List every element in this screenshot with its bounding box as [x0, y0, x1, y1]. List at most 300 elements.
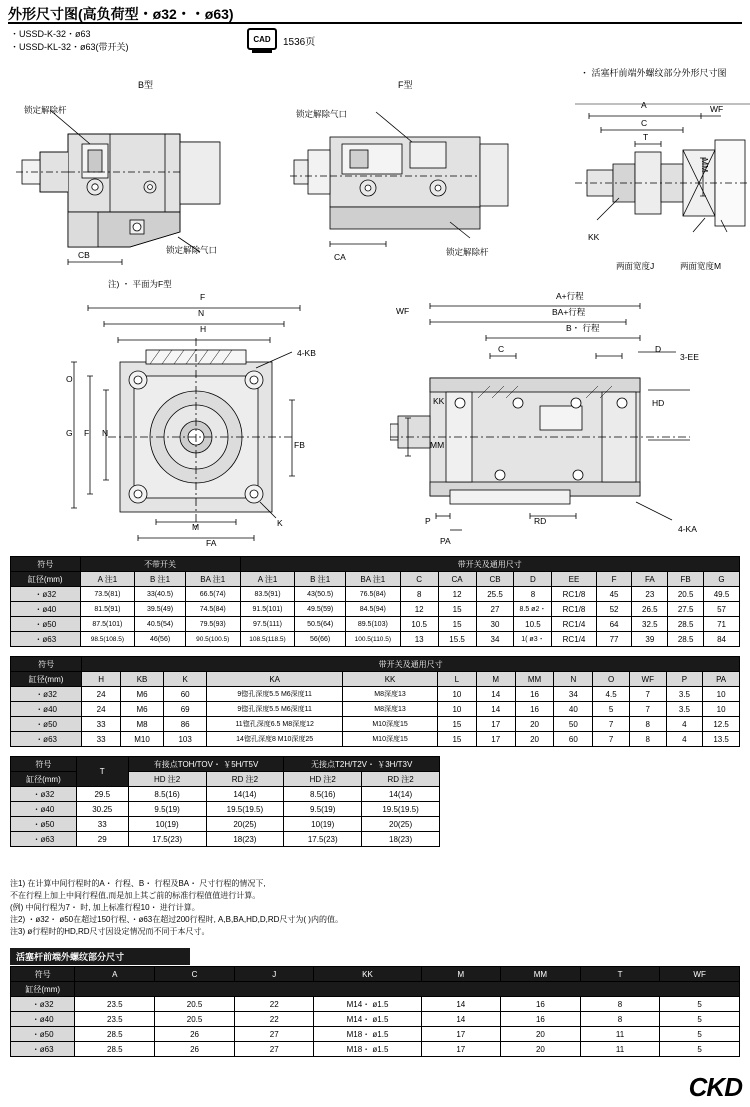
cell: M14・ ø1.5	[314, 1012, 421, 1027]
cell: 12	[438, 587, 476, 602]
cell: 86	[164, 717, 207, 732]
th-col-12: PA	[703, 672, 740, 687]
cell: 17	[421, 1042, 501, 1057]
table-row	[11, 587, 740, 602]
cell: 14锪孔深度8 M10深度25	[207, 732, 343, 747]
cell: 26	[155, 1042, 235, 1057]
b-type-label: B型	[138, 80, 154, 90]
cell: M14・ ø1.5	[314, 997, 421, 1012]
side-dim-wf: WF	[396, 306, 410, 316]
cell: 60	[164, 687, 207, 702]
cell: 15	[438, 732, 477, 747]
cell: 26	[155, 1027, 235, 1042]
row-bore: ・ø40	[11, 1012, 75, 1027]
cell: M10深度15	[343, 732, 438, 747]
b-label-lock-release-port: 锁定解除气口	[166, 245, 218, 255]
th-spacer	[75, 982, 740, 997]
side-label-p: P	[425, 516, 431, 526]
page-title: 外形尺寸图(高负荷型・ø32・・ø63)	[8, 6, 234, 22]
cell: 14(14)	[206, 787, 284, 802]
th-col-7: MM	[515, 672, 554, 687]
side-label-kk: KK	[433, 396, 445, 406]
cell: 15	[438, 602, 476, 617]
cell: 12	[400, 602, 438, 617]
table-row	[11, 732, 740, 747]
th-bore: 缸径(mm)	[11, 572, 81, 587]
cell: 10.5	[514, 617, 552, 632]
cell: 10	[438, 702, 477, 717]
cell: 13.5	[703, 732, 740, 747]
cell: 39	[632, 632, 668, 647]
cell: 79.5(93)	[185, 617, 240, 632]
cell: 17.5(23)	[284, 832, 362, 847]
cell: 8	[629, 717, 666, 732]
front-label-4kb: 4-KB	[297, 348, 316, 358]
cell: 15	[438, 617, 476, 632]
th-col-0: H	[82, 672, 121, 687]
side-dim-b-stroke: B・ 行程	[566, 323, 600, 333]
cell: 77	[596, 632, 632, 647]
cell: 40	[554, 702, 593, 717]
cell: 66.5(74)	[185, 587, 240, 602]
row-bore: ・ø32	[11, 587, 81, 602]
cell: 22	[234, 1012, 314, 1027]
cell: 8.5(16)	[128, 787, 206, 802]
th-contact: 有接点TOH/TOV・ ￥5H/T5V	[128, 757, 284, 772]
cell: 5	[593, 702, 630, 717]
cell: 8	[580, 1012, 660, 1027]
cell: 23.5	[75, 997, 155, 1012]
cell: 18(23)	[362, 832, 440, 847]
th-col-8: CB	[476, 572, 514, 587]
front-label-k: K	[277, 518, 283, 528]
cell: 60	[554, 732, 593, 747]
cell: 12.5	[703, 717, 740, 732]
footnote-4: 注3) ø行程时的HD,RD尺寸因设定情况而不同于本尺寸。	[10, 927, 210, 936]
cell: 91.5(101)	[240, 602, 295, 617]
f-label-lock-release-lever: 锁定解除杆	[446, 247, 489, 257]
footnotes	[10, 878, 610, 938]
cell: 16	[501, 997, 581, 1012]
cell: 17	[476, 717, 515, 732]
cell: M6	[120, 702, 163, 717]
th-col-0: A	[75, 967, 155, 982]
cell: 16	[515, 687, 554, 702]
front-dim-h: H	[200, 324, 207, 334]
cell: 25.5	[476, 587, 514, 602]
th-col-5: MM	[501, 967, 581, 982]
cell: M8	[120, 717, 163, 732]
cell: 20.5	[155, 1012, 235, 1027]
cell: 89.5(103)	[345, 617, 400, 632]
cell: 7	[629, 702, 666, 717]
side-view-drawing	[390, 290, 730, 550]
cad-page-label: 1536页	[283, 37, 316, 48]
cell: 46(56)	[135, 632, 186, 647]
cell: RC1/8	[552, 587, 596, 602]
th-col-10: WF	[629, 672, 666, 687]
row-bore: ・ø63	[11, 1042, 75, 1057]
row-bore: ・ø63	[11, 832, 77, 847]
cell: 24	[82, 687, 121, 702]
cell: 10.5	[400, 617, 438, 632]
th-symbol: 符号	[11, 657, 82, 672]
cell: 10(19)	[128, 817, 206, 832]
row-bore: ・ø63	[11, 632, 81, 647]
table-row	[11, 572, 740, 587]
th-col-10: EE	[552, 572, 596, 587]
cell: 29.5	[76, 787, 128, 802]
cell: 27	[234, 1027, 314, 1042]
cell: 27	[234, 1042, 314, 1057]
cell: 81.5(91)	[80, 602, 135, 617]
cell: 103	[164, 732, 207, 747]
cell: 30.25	[76, 802, 128, 817]
th-sub-1: RD 注2	[206, 772, 284, 787]
thread-dim-a: A	[641, 100, 647, 110]
table-row	[11, 787, 440, 802]
cell: 84	[704, 632, 740, 647]
cell: 17.5(23)	[128, 832, 206, 847]
cell: 7	[593, 732, 630, 747]
plan-view-note: 注) ・ 平面为F型	[108, 279, 172, 289]
cell: 50.5(64)	[295, 617, 346, 632]
th-col-2: K	[164, 672, 207, 687]
cell: 10	[703, 687, 740, 702]
cell: 5	[660, 1012, 740, 1027]
cell: M10	[120, 732, 163, 747]
front-dim-fb: FB	[294, 440, 305, 450]
th-bore: 缸径(mm)	[11, 772, 77, 787]
table-switch-hd-rd	[10, 756, 440, 847]
front-dim-fa: FA	[206, 538, 217, 548]
row-bore: ・ø40	[11, 802, 77, 817]
front-dim-g: G	[66, 428, 73, 438]
row-bore: ・ø50	[11, 617, 81, 632]
cell: 9.5(19)	[284, 802, 362, 817]
cell: 108.5(118.5)	[240, 632, 295, 647]
cell: 8	[580, 997, 660, 1012]
table-row	[11, 657, 740, 672]
table-row	[11, 1027, 740, 1042]
cell: 28.5	[668, 632, 704, 647]
cell: 17	[476, 732, 515, 747]
th-col-9: O	[593, 672, 630, 687]
cell: 14	[421, 1012, 501, 1027]
cell: 11	[580, 1027, 660, 1042]
th-with-switch: 带开关及通用尺寸	[240, 557, 739, 572]
th-sub-0: HD 注2	[128, 772, 206, 787]
th-col-1: KB	[120, 672, 163, 687]
cell: 4.5	[593, 687, 630, 702]
thread-dim-c: C	[641, 118, 648, 128]
table-row	[11, 687, 740, 702]
table-row	[11, 717, 740, 732]
f-label-lock-release-port: 锁定解除气口	[296, 109, 348, 119]
cell: 27.5	[668, 602, 704, 617]
row-bore: ・ø50	[11, 717, 82, 732]
table-row	[11, 832, 440, 847]
cell: 10	[438, 687, 477, 702]
cell: 9.5(19)	[128, 802, 206, 817]
cell: 49.5	[704, 587, 740, 602]
front-dim-f: F	[200, 292, 206, 302]
table-row	[11, 1042, 740, 1057]
cell: 100.5(110.5)	[345, 632, 400, 647]
cell: RC1/4	[552, 632, 596, 647]
th-col-2: BA 注1	[185, 572, 240, 587]
th-col-11: P	[666, 672, 703, 687]
cell: 13	[400, 632, 438, 647]
cell: M18・ ø1.5	[314, 1027, 421, 1042]
table-row	[11, 1012, 740, 1027]
cell: 40.5(54)	[135, 617, 186, 632]
th-noncontact: 无接点T2H/T2V・ ￥3H/T3V	[284, 757, 440, 772]
th-col-5: L	[438, 672, 477, 687]
cell: 20	[501, 1027, 581, 1042]
cell: 4	[666, 732, 703, 747]
model-list	[10, 28, 129, 54]
cell: 90.5(100.5)	[185, 632, 240, 647]
cell: 7	[593, 717, 630, 732]
side-label-rd: RD	[534, 516, 547, 526]
cell: 56(66)	[295, 632, 346, 647]
th-symbol: 符号	[11, 967, 75, 982]
b-label-cb: CB	[78, 250, 90, 260]
cell: 20(25)	[362, 817, 440, 832]
cell: 16	[515, 702, 554, 717]
th-col-7: WF	[660, 967, 740, 982]
front-dim-m: M	[192, 522, 200, 532]
cell: 11	[580, 1042, 660, 1057]
footnote-2: (例) 中间行程为7・ 时, 加上标准行程10・ 进行计算。	[10, 903, 200, 912]
footnote-0: 注1) 在计算中间行程时的A・ 行程、B・ 行程及BA・ 尺寸行程的情况下,	[10, 879, 266, 888]
cell: 69	[164, 702, 207, 717]
footnote-3: 注2) ・ø32・ ø50在超过150行程、・ø63在超过200行程时, A,B,BA,HD,D,RD尺寸为( )内的值。	[10, 915, 343, 924]
table-row	[11, 702, 740, 717]
cell: 14(14)	[362, 787, 440, 802]
cell: 84.5(94)	[345, 602, 400, 617]
cell: M10深度15	[343, 717, 438, 732]
row-bore: ・ø40	[11, 602, 81, 617]
row-bore: ・ø50	[11, 817, 77, 832]
th-col-5: BA 注1	[345, 572, 400, 587]
cell: 76.5(84)	[345, 587, 400, 602]
cell: 8.5(16)	[284, 787, 362, 802]
cell: 18(23)	[206, 832, 284, 847]
th-col-1: C	[155, 967, 235, 982]
cell: 73.5(81)	[80, 587, 135, 602]
table-row	[11, 772, 440, 787]
th-symbol: 符号	[11, 557, 81, 572]
ckd-logo: CKD	[688, 1072, 742, 1102]
cell: 20.5	[668, 587, 704, 602]
thread-dim-wf: WF	[710, 104, 724, 114]
th-col-6: C	[400, 572, 438, 587]
th-col-4: KK	[343, 672, 438, 687]
side-dim-a-stroke: A+行程	[556, 291, 584, 301]
row-bore: ・ø50	[11, 1027, 75, 1042]
side-label-mm: MM	[430, 440, 445, 450]
cell: 14	[476, 702, 515, 717]
front-view-drawing	[60, 290, 360, 550]
th-title: 带开关及通用尺寸	[82, 657, 740, 672]
th-no-switch: 不带开关	[80, 557, 240, 572]
cell: 39.5(49)	[135, 602, 186, 617]
cell: 17	[421, 1027, 501, 1042]
f-label-ca: CA	[334, 252, 346, 262]
side-dim-d: D	[655, 344, 662, 354]
table-row	[11, 757, 440, 772]
page-title-bar	[8, 4, 742, 24]
th-bore: 缸径(mm)	[11, 982, 75, 997]
thread-dim-mm: MM	[700, 158, 710, 173]
th-col-3: A 注1	[240, 572, 295, 587]
table-row	[11, 802, 440, 817]
cell: 26.5	[632, 602, 668, 617]
side-dim-ba-stroke: BA+行程	[552, 307, 586, 317]
thread-detail-drawing	[575, 92, 750, 272]
cell: 14	[421, 997, 501, 1012]
side-label-3ee: 3-EE	[680, 352, 699, 362]
cell: 87.5(101)	[80, 617, 135, 632]
side-label-pa: PA	[440, 536, 451, 546]
thread-label-width-j: 两面宽度J	[616, 261, 655, 271]
cell: 15	[438, 717, 477, 732]
cell: 9锪孔深度5.5 M6深度11	[207, 702, 343, 717]
front-dim-f2: F	[84, 428, 90, 438]
table-row	[11, 672, 740, 687]
table-dimensions-switch	[10, 656, 740, 747]
cell: 20(25)	[206, 817, 284, 832]
model-item-0: ・USSD-K-32・ø63	[10, 29, 91, 39]
th-col-3: KA	[207, 672, 343, 687]
thread-dim-t: T	[643, 132, 649, 142]
cell: 33	[76, 817, 128, 832]
cell: 52	[596, 602, 632, 617]
cell: 8	[629, 732, 666, 747]
cad-icon: CAD	[247, 28, 277, 50]
th-t: T	[76, 757, 128, 787]
table-row	[11, 632, 740, 647]
th-col-6: M	[476, 672, 515, 687]
side-dim-c: C	[498, 344, 505, 354]
th-col-4: B 注1	[295, 572, 346, 587]
cell: 19.5(19.5)	[206, 802, 284, 817]
cell: 29	[76, 832, 128, 847]
th-col-6: T	[580, 967, 660, 982]
th-col-13: FB	[668, 572, 704, 587]
front-dim-o: O	[66, 374, 73, 384]
cell: 34	[476, 632, 514, 647]
cell: RC1/8	[552, 602, 596, 617]
row-bore: ・ø32	[11, 687, 82, 702]
th-col-9: D	[514, 572, 552, 587]
cell: M8深度13	[343, 687, 438, 702]
thread-table-title: 活塞杆前端外螺纹部分尺寸	[10, 948, 190, 965]
cell: 20	[515, 732, 554, 747]
cad-icon-base	[252, 50, 272, 53]
model-item-1: ・USSD-KL-32・ø63(带开关)	[10, 42, 129, 52]
cell: 16	[501, 1012, 581, 1027]
table-row	[11, 997, 740, 1012]
cell: 45	[596, 587, 632, 602]
cell: 34	[554, 687, 593, 702]
row-bore: ・ø32	[11, 997, 75, 1012]
cell: M6	[120, 687, 163, 702]
table-row	[11, 817, 440, 832]
table-row	[11, 617, 740, 632]
cell: 71	[704, 617, 740, 632]
side-label-hd: HD	[652, 398, 665, 408]
cell: 98.5(108.5)	[80, 632, 135, 647]
cell: 49.5(59)	[295, 602, 346, 617]
cell: 5	[660, 1042, 740, 1057]
cell: 5	[660, 1027, 740, 1042]
cell: 33(40.5)	[135, 587, 186, 602]
cell: 8	[514, 587, 552, 602]
front-dim-n: N	[198, 308, 205, 318]
cell: 8.5 ø2・	[514, 602, 552, 617]
cell: M8深度13	[343, 702, 438, 717]
cell: 20	[501, 1042, 581, 1057]
cell: 23.5	[75, 1012, 155, 1027]
cell: 43(50.5)	[295, 587, 346, 602]
cell: 27	[476, 602, 514, 617]
b-type-drawing	[10, 92, 260, 277]
th-col-1: B 注1	[135, 572, 186, 587]
side-label-4ka: 4-KA	[678, 524, 697, 534]
cell: 32.5	[632, 617, 668, 632]
cell: 64	[596, 617, 632, 632]
th-col-3: KK	[314, 967, 421, 982]
cell: 33	[82, 732, 121, 747]
cell: 1( ø3・	[514, 632, 552, 647]
cell: 9锪孔深度5.5 M6深度11	[207, 687, 343, 702]
front-dim-n2: N	[102, 428, 109, 438]
thread-drawing-title: ・ 活塞杆前端外螺纹部分外形尺寸图	[580, 68, 727, 78]
th-sub-2: HD 注2	[284, 772, 362, 787]
table-row	[11, 602, 740, 617]
cell: 10	[703, 702, 740, 717]
th-col-11: F	[596, 572, 632, 587]
th-sub-3: RD 注2	[362, 772, 440, 787]
cell: 7	[629, 687, 666, 702]
row-bore: ・ø63	[11, 732, 82, 747]
th-col-12: FA	[632, 572, 668, 587]
cell: 23	[632, 587, 668, 602]
table-row	[11, 967, 740, 982]
th-bore: 缸径(mm)	[11, 672, 82, 687]
cell: 30	[476, 617, 514, 632]
footnote-1: 不在行程上加上中间行程值,而是加上其ご前的标准行程值值进行计算。	[10, 891, 261, 900]
cell: 28.5	[75, 1027, 155, 1042]
cell: 14	[476, 687, 515, 702]
cell: 22	[234, 997, 314, 1012]
cell: 97.5(111)	[240, 617, 295, 632]
cell: 57	[704, 602, 740, 617]
th-col-14: G	[704, 572, 740, 587]
cell: 20.5	[155, 997, 235, 1012]
cell: 50	[554, 717, 593, 732]
cell: 8	[400, 587, 438, 602]
table-thread-dimensions	[10, 966, 740, 1057]
th-col-7: CA	[438, 572, 476, 587]
cell: 74.5(84)	[185, 602, 240, 617]
th-col-4: M	[421, 967, 501, 982]
row-bore: ・ø32	[11, 787, 77, 802]
table-dimensions-main	[10, 556, 740, 647]
